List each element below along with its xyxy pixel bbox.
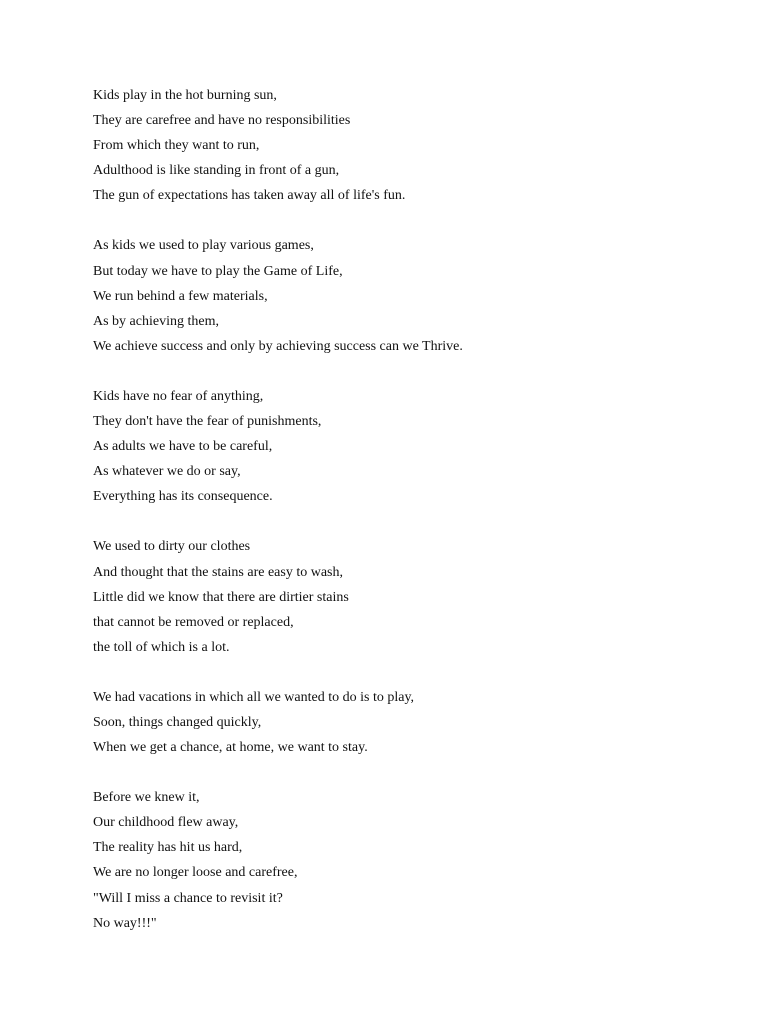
- stanza-1: [93, 83, 733, 208]
- poem-line: Kids play in the hot burning sun,: [93, 88, 277, 103]
- poem-line: And thought that the stains are easy to wash,: [93, 564, 344, 580]
- poem-line: As adults we have to be careful,: [93, 439, 273, 455]
- poem-line: From which they want to run,: [93, 138, 260, 154]
- poem-line: The reality has hit us hard,: [93, 840, 243, 856]
- stanza-6: [93, 785, 733, 936]
- poem-line: They don't have the fear of punishments,: [93, 414, 322, 430]
- poem-line: Everything has its consequence.: [93, 489, 273, 505]
- poem-line: Adulthood is like standing in front of a gun,: [93, 163, 340, 179]
- poem-line: Our childhood flew away,: [93, 815, 239, 831]
- stanza-2: [93, 233, 733, 358]
- stanza-4: [93, 534, 733, 659]
- poem-line: As whatever we do or say,: [93, 464, 241, 480]
- poem-line: Little did we know that there are dirtier stains: [93, 589, 349, 605]
- poem-line: We used to dirty our clothes: [93, 539, 251, 555]
- poem-line: Soon, things changed quickly,: [93, 714, 262, 730]
- stanza-3: [93, 384, 733, 509]
- poem-line: No way!!!": [93, 915, 157, 931]
- poem-line: But today we have to play the Game of Life,: [93, 263, 343, 279]
- poem-line: We are no longer loose and carefree,: [93, 865, 298, 881]
- poem-line: the toll of which is a lot.: [93, 639, 230, 655]
- poem-line: As by achieving them,: [93, 313, 219, 329]
- poem-line: that cannot be removed or replaced,: [93, 614, 294, 630]
- poem-line: We run behind a few materials,: [93, 288, 268, 304]
- poem-line: Before we knew it,: [93, 790, 200, 806]
- poem-line: The gun of expectations has taken away all of life's fun.: [93, 188, 406, 204]
- stanza-5: [93, 685, 733, 760]
- poem-line: We had vacations in which all we wanted to do is to play,: [93, 689, 415, 705]
- poem-line: As kids we used to play various games,: [93, 238, 314, 254]
- poem-line: They are carefree and have no responsibilities: [93, 113, 351, 129]
- poem-line: When we get a chance, at home, we want to stay.: [93, 740, 368, 756]
- poem-line: Kids have no fear of anything,: [93, 388, 264, 404]
- poem-line: We achieve success and only by achieving success can we Thrive.: [93, 338, 463, 354]
- poem-page: [93, 83, 733, 961]
- poem-line: "Will I miss a chance to revisit it?: [93, 890, 283, 906]
